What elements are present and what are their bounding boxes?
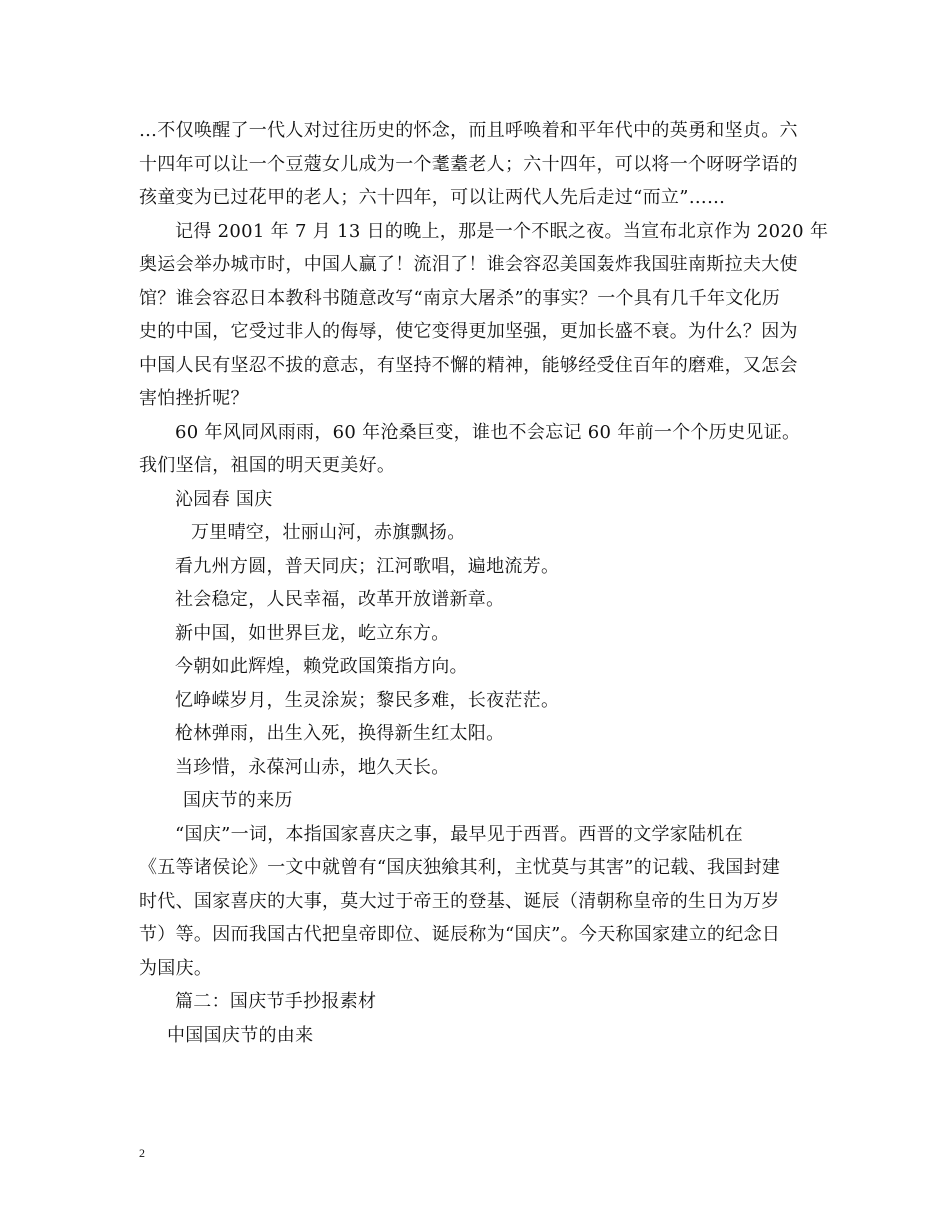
text-line: 馆？谁会容忍日本教科书随意改写“南京大屠杀”的事实？一个具有几千年文化历 (139, 287, 781, 309)
text-line: 节）等。因而我国古代把皇帝即位、诞辰称为“国庆”。今天称国家建立的纪念日 (139, 924, 781, 945)
text-line: 时代、国家喜庆的大事，莫大过于帝王的登基、诞辰（清朝称皇帝的生日为万岁 (139, 890, 780, 912)
text-line: 篇二：国庆节手抄报素材 (175, 991, 377, 1012)
text-line: …不仅唤醒了一代人对过往历史的怀念，而且呼唤着和平年代中的英勇和坚贞。六 (139, 120, 798, 141)
text-line: 为国庆。 (139, 957, 213, 979)
text-line: 国庆节的来历 (183, 790, 293, 811)
text-line: 记得 2001 年 7 月 13 日的晚上，那是一个不眠之夜。当宣布北京作为 2020 年 (175, 220, 829, 242)
text-line: 社会稳定，人民幸福，改革开放谱新章。 (175, 589, 505, 610)
document-body (139, 114, 829, 1052)
text-line: 我们坚信，祖国的明天更美好。 (139, 455, 396, 476)
text-line: 今朝如此辉煌，赖党政国策指方向。 (175, 656, 468, 677)
text-line: 忆峥嵘岁月，生灵涂炭；黎民多难，长夜茫茫。 (175, 689, 560, 711)
text-line: 60 年风同风雨雨，60 年沧桑巨变，谁也不会忘记 60 年前一个个历史见证。 (175, 421, 801, 443)
text-line: 害怕挫折呢？ (139, 388, 249, 409)
page-number: 2 (139, 1146, 145, 1160)
text-line: 中国人民有坚忍不拔的意志，有坚持不懈的精神，能够经受住百年的磨难，又怎会 (139, 354, 798, 376)
text-line: 奥运会举办城市时，中国人赢了！流泪了！谁会容忍美国轰炸我国驻南斯拉夫大使 (139, 254, 798, 275)
text-line: 沁园春 国庆 (175, 488, 273, 510)
text-line: “国庆”一词，本指国家喜庆之事，最早见于西晋。西晋的文学家陆机在 (175, 823, 744, 845)
text-line: 看九州方圆，普天同庆；江河歌唱，遍地流芳。 (175, 555, 560, 577)
text-line: 万里晴空，壮丽山河，赤旗飘扬。 (191, 522, 466, 543)
text-line: 孩童变为已过花甲的老人；六十四年，可以让两代人先后走过“而立”…… (139, 187, 726, 208)
text-line: 当珍惜，永葆河山赤，地久天长。 (175, 756, 450, 778)
text-line: 新中国，如世界巨龙，屹立东方。 (175, 622, 450, 644)
text-line: 《五等诸侯论》一文中就曾有“国庆独飨其利，主忧莫与其害”的记载、我国封建 (139, 857, 781, 878)
text-line: 中国国庆节的由来 (167, 1024, 314, 1046)
text-line: 枪林弹雨，出生入死，换得新生红太阳。 (175, 723, 505, 744)
text-line: 十四年可以让一个豆蔻女儿成为一个耄耋老人；六十四年，可以将一个呀呀学语的 (139, 153, 798, 175)
text-line: 史的中国，它受过非人的侮辱，使它变得更加坚强，更加长盛不衰。为什么？因为 (139, 321, 798, 342)
